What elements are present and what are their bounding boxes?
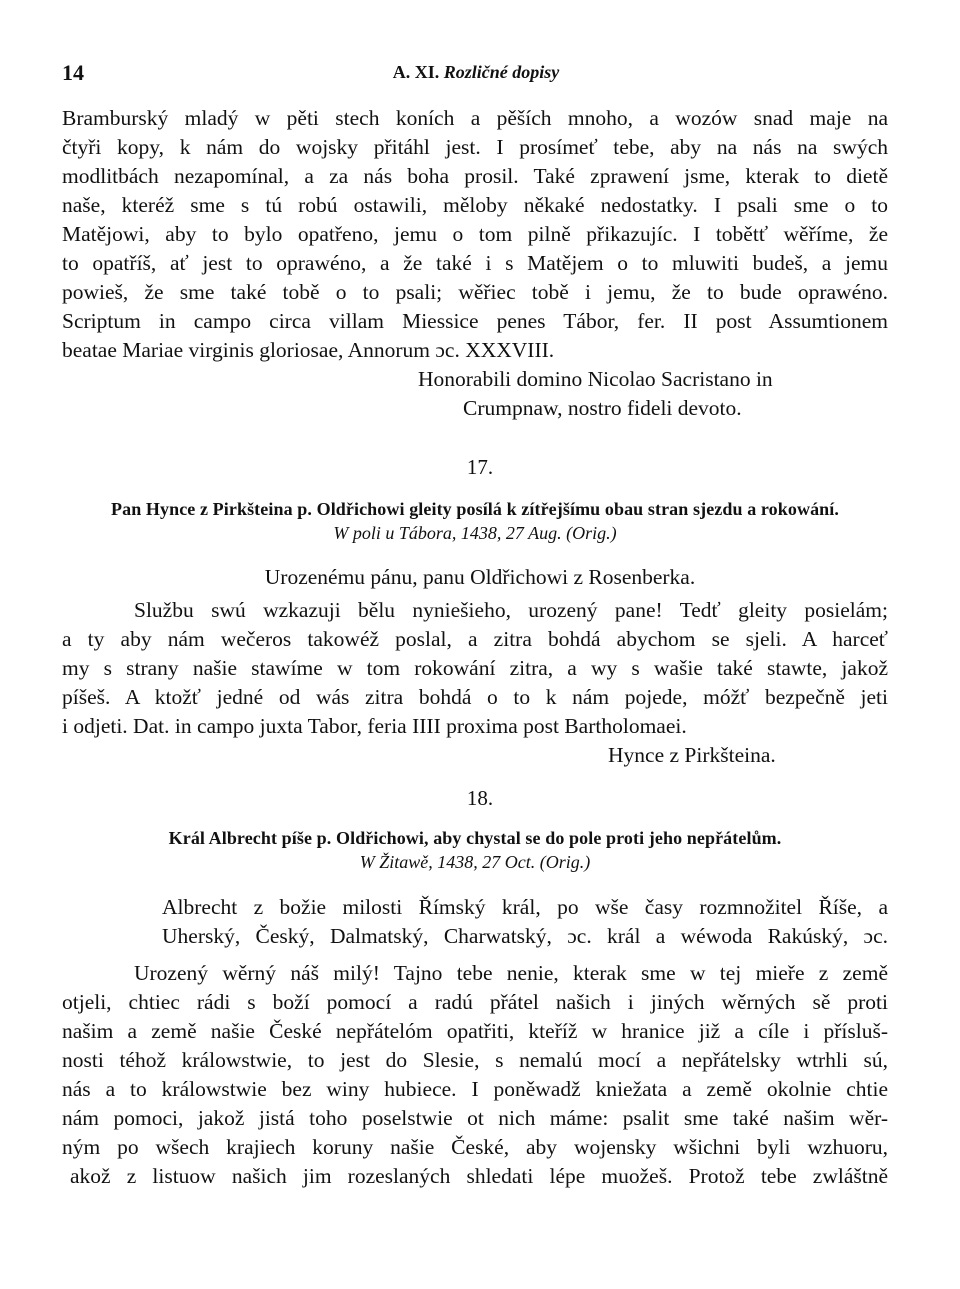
intitulatio-line: Albrecht z božie milosti Římský král, po wše časy rozmnožitel Říše, a	[162, 895, 888, 919]
text-line: to opatříš, ať jest to oprawéno, a že také i s Matějem o to mluwiti budeš, a jemu	[62, 251, 888, 275]
text-line: a ty aby nám wečeros takowéž poslal, a zitra bohdá abychom se sjeli. A harceť	[62, 627, 888, 651]
salutation: Urozenému pánu, panu Oldřichowi z Rosenberka.	[264, 565, 696, 589]
text-line: naše, kteréž sme s tú robú ostawili, měloby někaké nedostatky. I psali sme o to	[62, 193, 888, 217]
section-title: Rozličné dopisy	[443, 62, 560, 82]
series-label: A. XI.	[392, 62, 440, 82]
signature: Hynce z Pirkšteina.	[608, 743, 776, 767]
text-line: ným po wšech krajiech koruny našie České, aby wojensky wšichni byli wzhuoru,	[62, 1135, 888, 1159]
text-line: my s strany našie stawíme w tom rokowání zitra, a wy s wašie také stawte, jakož	[62, 656, 888, 680]
text-line: nás a to králowstwie bez winy hubiece. I poněwadž kniežata a země okolnie chtie	[62, 1077, 888, 1101]
text-line: nosti téhož králowstwie, to jest do Slesie, s nemalú mocí a nepřátelsky wtrhli sú,	[62, 1048, 888, 1072]
document-number: 18.	[466, 786, 494, 810]
text-line: akož z listuow našich jim rozeslaných shledati lépe muožeš. Protož tebe zwláštně	[70, 1164, 888, 1188]
text-line: píšeš. A ktožť jedné od wás zitra bohdá o to k nám pojede, móžť bezpečně jeti	[62, 685, 888, 709]
date-place: W Žitawě, 1438, 27 Oct. (Orig.)	[359, 852, 591, 872]
document-date	[62, 852, 888, 873]
document-summary: Pan Hynce z Pirkšteina p. Oldřichowi gleity posílá k zítřejšímu obau stran sjezdu a rokowání.	[111, 499, 839, 519]
address-line: Honorabili domino Nicolao Sacristano in	[418, 367, 773, 391]
document-number: 17.	[466, 455, 494, 479]
text-line: našim a země našie České nepřátelóm opatřiti, kteříž w hranice již a cíle i přísluš-	[62, 1019, 888, 1043]
text-line: Službu swú wzkazuji bělu nyniešieho, urozený pane! Tedť gleity posielám;	[134, 598, 888, 622]
running-header	[62, 60, 890, 90]
text-line: nám pomoci, jakož jistá toho poselstwie ot nich máme: psalit sme také našim wěr-	[62, 1106, 888, 1130]
text-line: Urozený wěrný náš milý! Tajno tebe nenie, kterak sme w tej mieře z země	[134, 961, 888, 985]
running-title	[62, 62, 890, 83]
date-place: W poli u Tábora, 1438, 27 Aug. (Orig.)	[333, 523, 617, 543]
text-line: modlitbách nezapomínal, a za nás boha prosil. Také zprawení jsme, kterak to dietě	[62, 164, 888, 188]
text-line: otjeli, chtiec rádi s boží pomocí a radú přátel našich i jiných wěrných sě proti	[62, 990, 888, 1014]
page-number: 14	[62, 60, 84, 85]
intitulatio-line: Uherský, Český, Dalmatský, Charwatský, ɔc. král a wéwoda Rakúský, ɔc.	[162, 924, 888, 948]
document-date	[62, 523, 888, 544]
text-line: powieš, že sme také tobě o to psali; wěřiec tobě i jemu, že to bude oprawéno.	[62, 280, 888, 304]
text-line: beatae Mariae virginis gloriosae, Annorum ɔc. XXXVIII.	[62, 338, 555, 362]
text-line: Matějowi, aby to bylo opatřeno, jemu o tom pilně přikazujíc. I tobětť wěříme, že	[62, 222, 888, 246]
text-line: i odjeti. Dat. in campo juxta Tabor, feria IIII proxima post Bartholomaei.	[62, 714, 687, 738]
text-line: Scriptum in campo circa villam Miessice penes Tábor, fer. II post Assumtionem	[62, 309, 888, 333]
text-line: Bramburský mladý w pěti stech koních a pěších mnoho, a wozów snad maje na	[62, 106, 888, 130]
document-summary: Král Albrecht píše p. Oldřichowi, aby chystal se do pole proti jeho nepřátelům.	[168, 828, 782, 848]
address-line: Crumpnaw, nostro fideli devoto.	[463, 396, 742, 420]
text-line: čtyři kopy, k nám do wojsky přitáhl jest. I prosímeť tebe, aby na nás na swých	[62, 135, 888, 159]
